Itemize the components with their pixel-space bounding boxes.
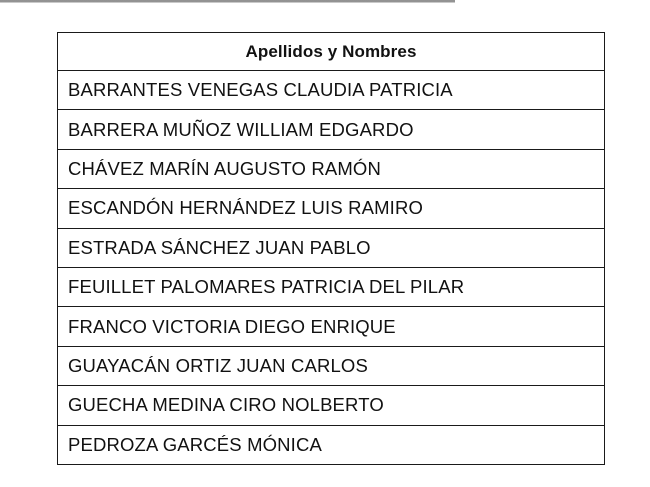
table-row [58, 149, 605, 188]
name-cell: ESCANDÓN HERNÁNDEZ LUIS RAMIRO [58, 189, 605, 228]
name-cell: GUAYACÁN ORTIZ JUAN CARLOS [58, 346, 605, 385]
names-table [57, 32, 605, 465]
name-cell: PEDROZA GARCÉS MÓNICA [58, 425, 605, 464]
table-row [58, 307, 605, 346]
table-row [58, 386, 605, 425]
table-row [58, 71, 605, 110]
table-row [58, 189, 605, 228]
table-row [58, 346, 605, 385]
table-row [58, 425, 605, 464]
table-row [58, 110, 605, 149]
table-row [58, 228, 605, 267]
column-header-apellidos-y-nombres: Apellidos y Nombres [58, 33, 605, 71]
name-cell: GUECHA MEDINA CIRO NOLBERTO [58, 386, 605, 425]
table-row [58, 267, 605, 306]
name-cell: BARRERA MUÑOZ WILLIAM EDGARDO [58, 110, 605, 149]
name-cell: CHÁVEZ MARÍN AUGUSTO RAMÓN [58, 149, 605, 188]
cropped-text-line [0, 0, 455, 3]
name-cell: FEUILLET PALOMARES PATRICIA DEL PILAR [58, 267, 605, 306]
table-header-row [58, 33, 605, 71]
name-cell: FRANCO VICTORIA DIEGO ENRIQUE [58, 307, 605, 346]
name-cell: BARRANTES VENEGAS CLAUDIA PATRICIA [58, 71, 605, 110]
name-cell: ESTRADA SÁNCHEZ JUAN PABLO [58, 228, 605, 267]
